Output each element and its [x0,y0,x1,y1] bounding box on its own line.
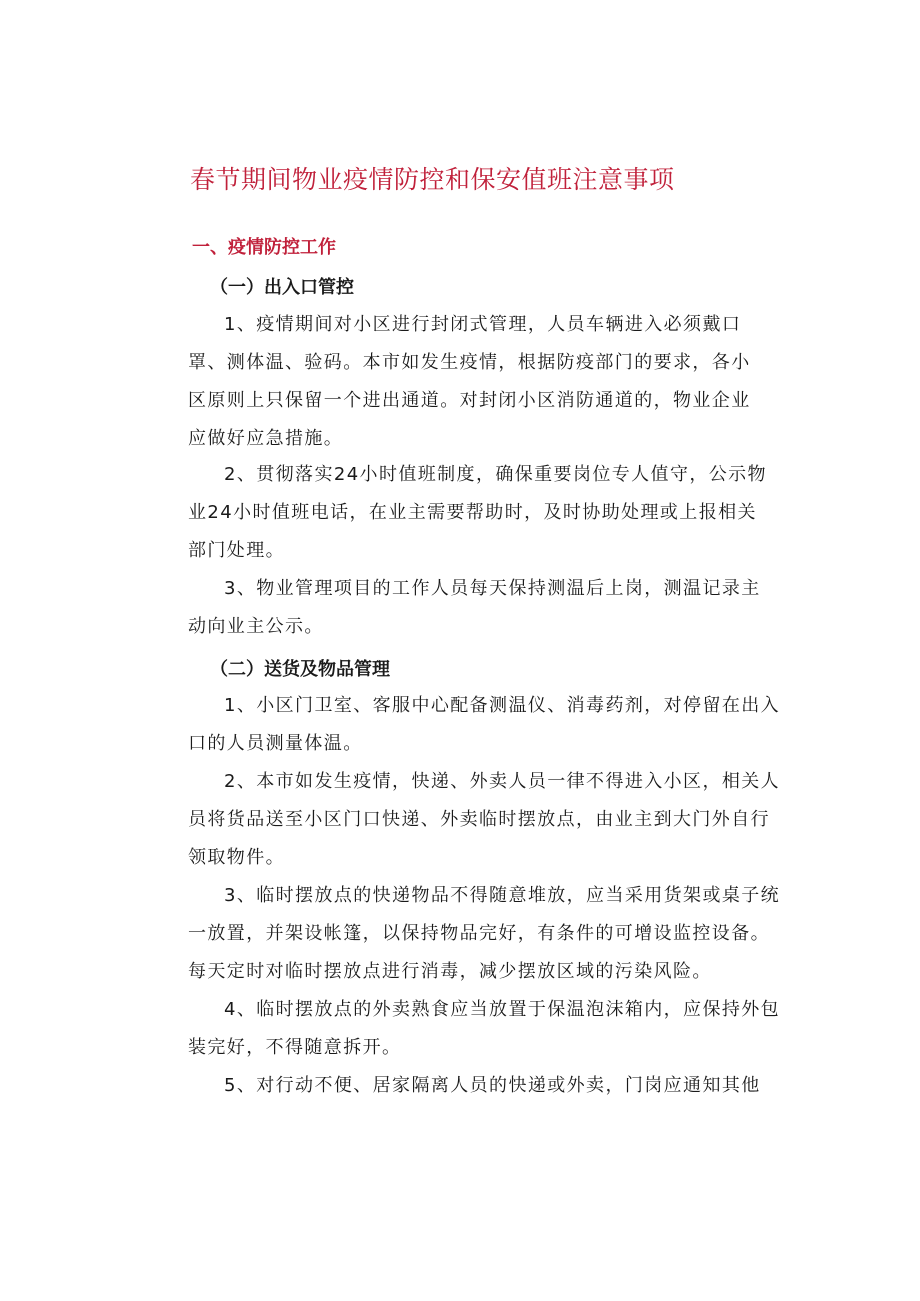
paragraph-line: 口的人员测量体温。 [188,733,363,754]
paragraph-delivery-1 [152,687,781,763]
paragraph-line: 动向业主公示。 [188,616,324,637]
paragraph-line: 区原则上只保留一个进出通道。对封闭小区消防通道的，物业企业 [188,390,751,411]
paragraph-line: 1、疫情期间对小区进行封闭式管理，人员车辆进入必须戴口 [224,314,742,335]
paragraph-line: 5、对行动不便、居家隔离人员的快递或外卖，门岗应通知其他 [224,1075,761,1096]
paragraph-line: 一放置，并架设帐篷，以保持物品完好，有条件的可增设监控设备。 [188,923,770,944]
paragraph-line: 2、本市如发生疫情，快递、外卖人员一律不得进入小区，相关人 [224,771,781,792]
paragraph-line: 3、物业管理项目的工作人员每天保持测温后上岗，测温记录主 [224,578,761,599]
paragraph-line: 3、临时摆放点的快递物品不得随意堆放，应当采用货架或桌子统 [224,885,781,906]
paragraph-delivery-2 [152,763,781,877]
paragraph-line: 2、贯彻落实24小时值班制度，确保重要岗位专人值守，公示物 [224,464,767,485]
subsection-heading-entrance-control: （一）出入口管控 [210,277,354,298]
paragraph-delivery-4 [152,991,781,1067]
paragraph-line: 部门处理。 [188,540,285,561]
section-heading-epidemic-control: 一、疫情防控工作 [192,237,336,258]
paragraph-line: 4、临时摆放点的外卖熟食应当放置于保温泡沫箱内，应保持外包 [224,999,781,1020]
paragraph-line: 每天定时对临时摆放点进行消毒，减少摆放区域的污染风险。 [188,961,712,982]
paragraph-line: 业24小时值班电话，在业主需要帮助时，及时协助处理或上报相关 [188,502,757,523]
paragraph-entrance-1 [152,306,762,458]
paragraph-entrance-3 [152,570,762,646]
document-title: 春节期间物业疫情防控和保安值班注意事项 [190,165,675,194]
paragraph-line: 应做好应急措施。 [188,428,344,449]
subsection-heading-delivery-management: （二）送货及物品管理 [210,659,390,680]
paragraph-delivery-5 [152,1067,762,1105]
paragraph-delivery-3 [152,877,781,991]
paragraph-line: 领取物件。 [188,847,285,868]
paragraph-line: 装完好，不得随意拆开。 [188,1037,402,1058]
paragraph-line: 1、小区门卫室、客服中心配备测温仪、消毒药剂，对停留在出入 [224,695,781,716]
paragraph-line: 罩、测体温、验码。本市如发生疫情，根据防疫部门的要求，各小 [188,352,751,373]
paragraph-line: 员将货品送至小区门口快递、外卖临时摆放点，由业主到大门外自行 [188,809,770,830]
paragraph-entrance-2 [152,456,767,570]
